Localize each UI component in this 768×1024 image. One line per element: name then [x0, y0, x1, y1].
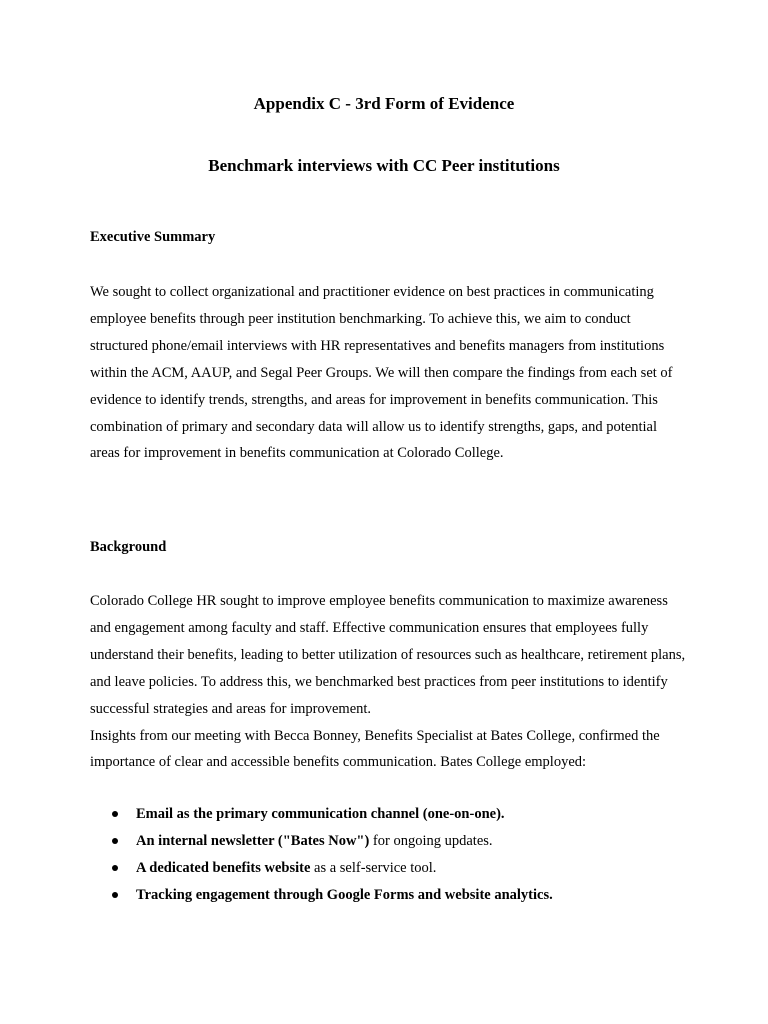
list-item-text: for ongoing updates.: [369, 833, 493, 849]
bullet-icon: [112, 892, 118, 898]
background-paragraph: Colorado College HR sought to improve employee benefits communication to maximize awareness and engagement among faculty and staff. Effective communication ensures that employees fully understand their benefits, leading to better utilization of resources such as healthcare, retirement plans, and leave policies. To address this, we benchmarked best practices from peer institutions to identify successful strategies and areas for improvement.: [90, 593, 686, 717]
background-section: [90, 588, 690, 776]
list-item-bold: A dedicated benefits website: [136, 860, 311, 876]
list-item: [90, 855, 690, 882]
list-item: [90, 882, 690, 909]
list-item-bold: Tracking engagement through Google Forms and website analytics.: [136, 887, 553, 903]
list-item-bold: An internal newsletter ("Bates Now"): [136, 833, 370, 849]
document-subtitle: Benchmark interviews with CC Peer institutions: [208, 156, 560, 175]
executive-summary-heading: Executive Summary: [90, 229, 216, 245]
list-item: [90, 828, 690, 855]
bullet-icon: [112, 811, 118, 817]
bates-practices-list: [90, 801, 690, 909]
executive-summary-body: We sought to collect organizational and practitioner evidence on best practices in communicating employee benefits through peer institution benchmarking. To achieve this, we aim to conduct structured phone/email interviews with HR representatives and benefits managers from institutions within the ACM, AAUP, and Segal Peer Groups. We will then compare the findings from each set of evidence to identify trends, strengths, and areas for improvement in benefits communication. This combination of primary and secondary data will allow us to identify strengths, gaps, and potential areas for improvement in benefits communication at Colorado College.: [90, 284, 673, 462]
bullet-icon: [112, 865, 118, 871]
bullet-icon: [112, 838, 118, 844]
list-item-bold: Email as the primary communication channel (one-on-one).: [136, 806, 505, 822]
list-item: [90, 801, 690, 828]
background-heading: Background: [90, 539, 167, 555]
list-item-text: as a self-service tool.: [310, 860, 437, 876]
background-paragraph: Insights from our meeting with Becca Bonney, Benefits Specialist at Bates College, confirmed the importance of clear and accessible benefits communication. Bates College employed:: [90, 727, 660, 771]
document-title: Appendix C - 3rd Form of Evidence: [253, 94, 515, 113]
